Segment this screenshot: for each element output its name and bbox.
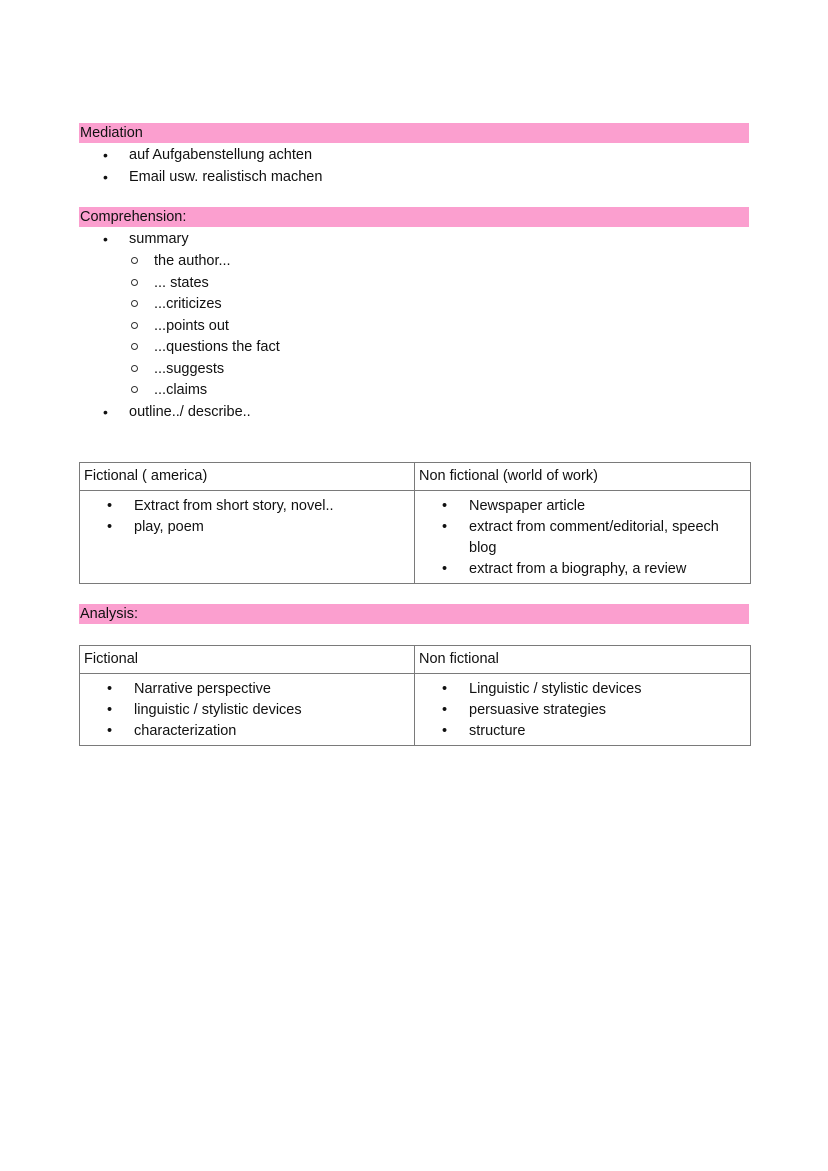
circle-bullet-icon: [131, 365, 138, 372]
bullet-icon: •: [103, 404, 108, 420]
bullet-icon: •: [442, 498, 448, 514]
list-item: • Linguistic / stylistic devices: [415, 679, 742, 700]
circle-bullet-icon: [131, 257, 138, 264]
fictional-header: Fictional ( america): [80, 463, 415, 491]
nonfictional-header: Non fictional: [415, 646, 751, 674]
text-types-table: [79, 462, 751, 584]
circle-bullet-icon: [131, 322, 138, 329]
bullet-icon: •: [107, 681, 113, 697]
fictional-cell: [80, 674, 415, 746]
list-item: • characterization: [80, 721, 406, 742]
mediation-item: auf Aufgabenstellung achten: [129, 147, 313, 163]
summary-sub-item: ...questions the fact: [154, 339, 280, 355]
bullet-icon: •: [442, 519, 448, 535]
list-item: • Extract from short story, novel..: [80, 496, 406, 517]
bullet-icon: •: [107, 723, 113, 739]
fictional-header: Fictional: [80, 646, 415, 674]
summary-sub-item: the author...: [154, 253, 231, 269]
analysis-heading: Analysis:: [79, 604, 749, 624]
bullet-icon: •: [442, 681, 448, 697]
circle-bullet-icon: [131, 386, 138, 393]
comprehension-heading: Comprehension:: [79, 207, 749, 227]
mediation-item: Email usw. realistisch machen: [129, 169, 323, 185]
outline-item: outline../ describe..: [129, 404, 251, 420]
summary-sub-item: ...claims: [154, 382, 208, 398]
summary-sub-item: ...suggests: [154, 361, 225, 377]
nonfictional-header: Non fictional (world of work): [415, 463, 751, 491]
nonfictional-cell: [415, 491, 751, 584]
mediation-heading: Mediation: [79, 123, 749, 143]
bullet-icon: •: [442, 723, 448, 739]
circle-bullet-icon: [131, 300, 138, 307]
list-item: • persuasive strategies: [415, 700, 742, 721]
summary-sub-item: ...points out: [154, 318, 229, 334]
bullet-icon: •: [442, 561, 448, 577]
summary-sub-item: ...criticizes: [154, 296, 222, 312]
bullet-icon: •: [107, 519, 113, 535]
nonfictional-cell: [415, 674, 751, 746]
list-item: • structure: [415, 721, 742, 742]
bullet-icon: •: [103, 147, 108, 163]
summary-item: summary: [129, 231, 189, 247]
bullet-icon: •: [107, 702, 113, 718]
list-item: • Newspaper article: [415, 496, 742, 517]
analysis-table: [79, 645, 751, 746]
bullet-icon: •: [442, 702, 448, 718]
bullet-icon: •: [107, 498, 113, 514]
bullet-icon: •: [103, 231, 108, 247]
list-item: • extract from a biography, a review: [415, 559, 742, 580]
fictional-cell: [80, 491, 415, 584]
summary-sub-item: ... states: [154, 275, 209, 291]
list-item: • extract from comment/editorial, speech blog: [442, 519, 719, 556]
bullet-icon: •: [103, 169, 108, 185]
circle-bullet-icon: [131, 279, 138, 286]
list-item: • Narrative perspective: [80, 679, 406, 700]
list-item: • linguistic / stylistic devices: [80, 700, 406, 721]
circle-bullet-icon: [131, 343, 138, 350]
list-item: • play, poem: [80, 517, 406, 538]
